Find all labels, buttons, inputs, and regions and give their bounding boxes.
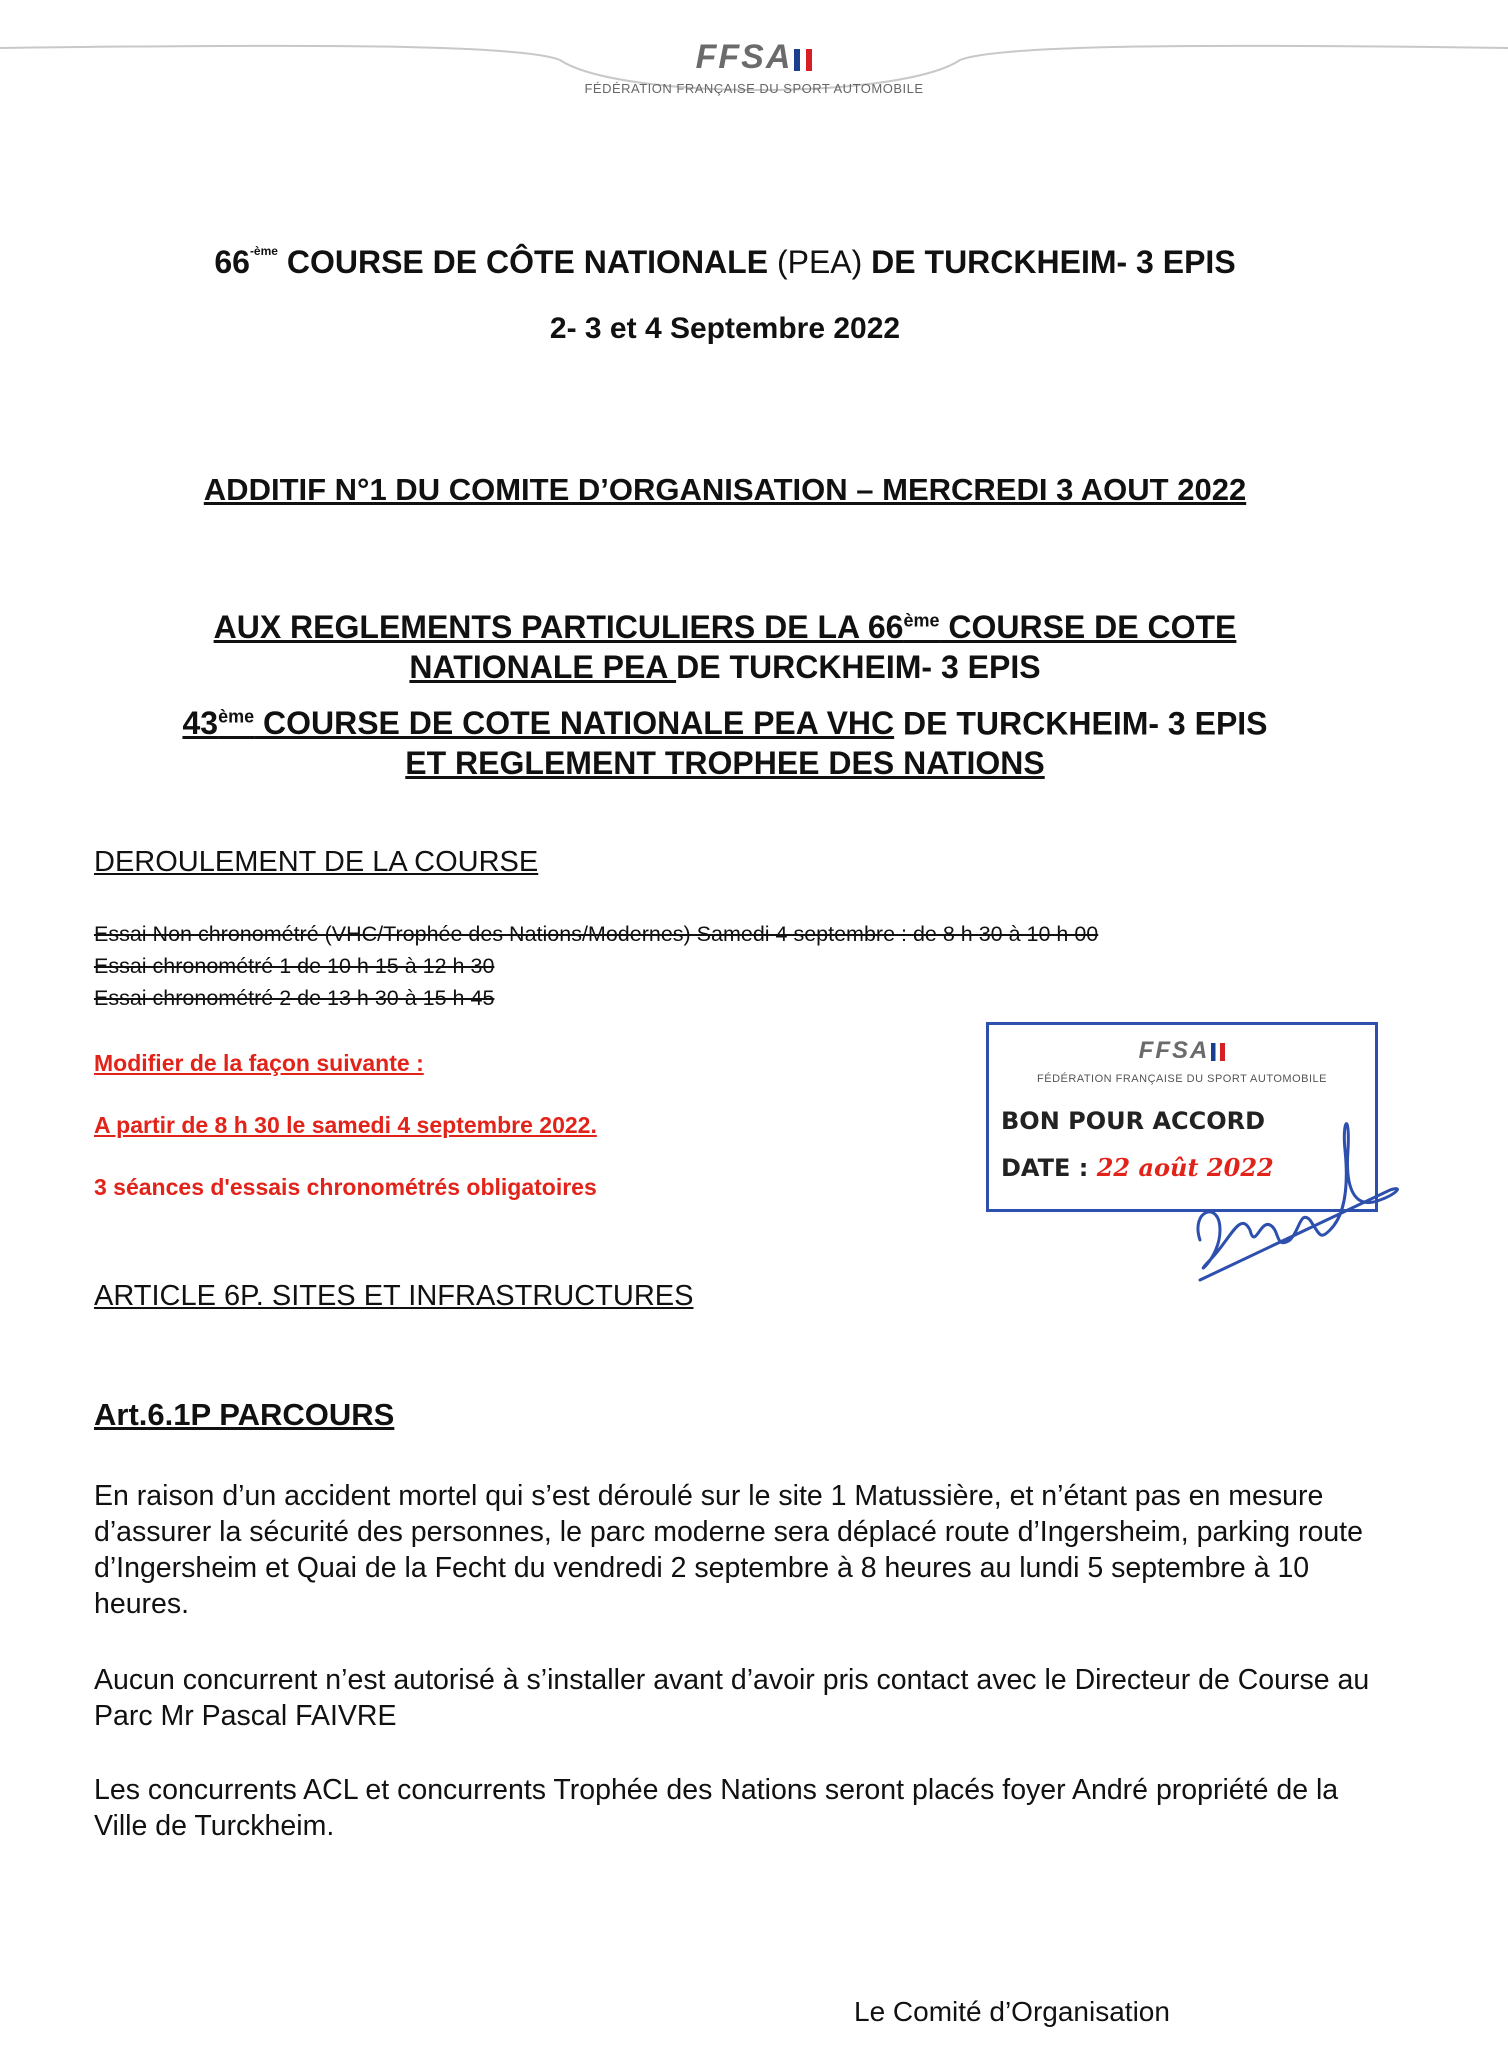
reglements-line1: AUX REGLEMENTS PARTICULIERS DE LA 66ème COURSE DE COTE	[213, 608, 1237, 645]
paragraph-accident: En raison d’un accident mortel qui s’est déroulé sur le site 1 Matussière, et n’étant pas en mesure d’assurer la sécurité des personnes, le parc moderne sera déplacé route d’Ingersheim, parking route d’Ingersheim et Quai de la Fecht du vendredi 2 septembre à 8 heures au lundi 5 septembre à 10 heures.	[94, 1480, 1363, 1620]
paragraph-acl: Les concurrents ACL et concurrents Trophée des Nations seront placés foyer André propriété de la Ville de Turckheim.	[94, 1774, 1339, 1842]
struck-schedule-1: Essai Non chronométré (VHC/Trophée des Nations/Modernes) Samedi 4 septembre : de 8 h 30 à 10 h 00	[94, 922, 1099, 946]
stamp-logo	[989, 1037, 1375, 1085]
title-part3: DE TURCKHEIM- 3 EPIS	[862, 244, 1236, 280]
reglements-line4: ET REGLEMENT TROPHEE DES NATIONS	[405, 745, 1045, 782]
seances-note: 3 séances d'essais chronométrés obligatoires	[94, 1174, 597, 1200]
event-title	[0, 244, 1450, 281]
title-ordinal: -ème	[249, 244, 278, 258]
title-part1: COURSE DE CÔTE NATIONALE	[277, 244, 777, 280]
stamp-date-label: DATE :	[1001, 1154, 1097, 1182]
stamp-flag-icon	[1211, 1043, 1225, 1061]
event-dates: 2- 3 et 4 Septembre 2022	[549, 312, 901, 345]
modifier-note: Modifier de la façon suivante :	[94, 1050, 424, 1076]
struck-schedule-3: Essai chronométré 2 de 13 h 30 à 15 h 45	[94, 986, 495, 1010]
reglements-line3: 43ème COURSE DE COTE NATIONALE PEA VHC DE TURCKHEIM- 3 EPIS	[182, 705, 1268, 742]
paragraph-concurrent: Aucun concurrent n’est autorisé à s’installer avant d’avoir pris contact avec le Directeur de Course au Parc Mr Pascal FAIVRE	[94, 1664, 1370, 1732]
stamp-accord: BON POUR ACCORD	[1001, 1107, 1266, 1135]
struck-schedule-2: Essai chronométré 1 de 10 h 15 à 12 h 30	[94, 954, 495, 978]
a-partir-note: A partir de 8 h 30 le samedi 4 septembre 2022.	[94, 1112, 597, 1138]
title-pea: (PEA)	[776, 244, 863, 280]
deroulement-heading: DEROULEMENT DE LA COURSE	[94, 846, 539, 878]
signature-scribble	[1180, 1090, 1410, 1290]
additif-heading: ADDITIF N°1 DU COMITE D’ORGANISATION – MERCREDI 3 AOUT 2022	[203, 472, 1247, 507]
title-number: 66	[214, 244, 250, 280]
signoff: Le Comité d’Organisation	[854, 1996, 1170, 2027]
parcours-heading: Art.6.1P PARCOURS	[94, 1397, 395, 1432]
logo-subtitle: FÉDÉRATION FRANÇAISE DU SPORT AUTOMOBILE	[584, 81, 924, 96]
logo-wordmark: FFSA	[695, 38, 793, 76]
reglements-line2: NATIONALE PEA DE TURCKHEIM- 3 EPIS	[409, 648, 1041, 685]
article-heading: ARTICLE 6P. SITES ET INFRASTRUCTURES	[94, 1280, 694, 1312]
tricolor-flag-icon	[794, 49, 812, 71]
ffsa-logo	[0, 38, 1508, 96]
stamp-wordmark: FFSA	[1138, 1037, 1210, 1064]
stamp-logo-subtitle: FÉDÉRATION FRANÇAISE DU SPORT AUTOMOBILE	[1037, 1073, 1327, 1085]
stamp-date-value: 22 août 2022	[1096, 1153, 1274, 1182]
reglements-heading	[0, 600, 1450, 783]
